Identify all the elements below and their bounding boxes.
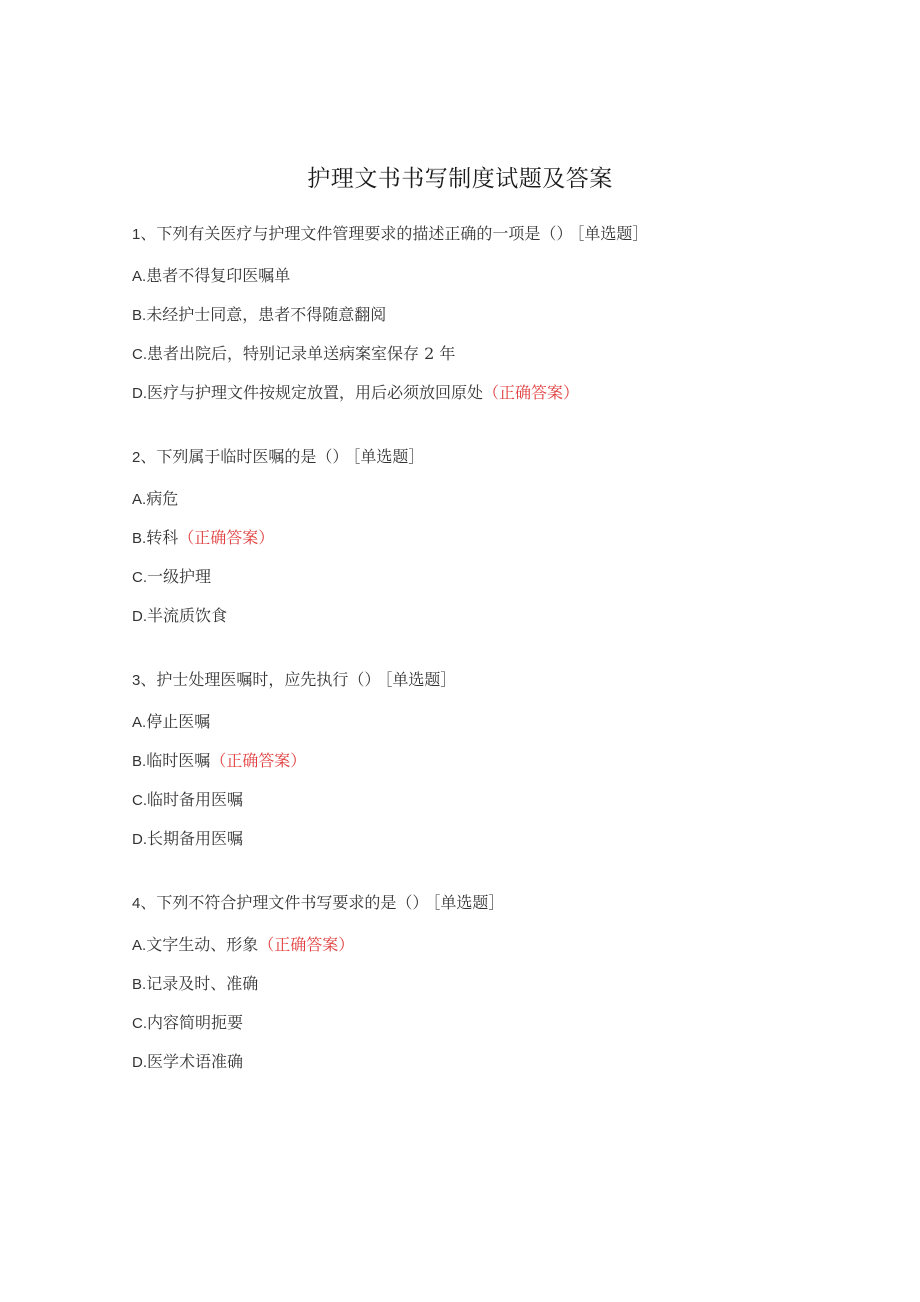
- option-text: 患者出院后，特别记录单送病案室保存 2 年: [147, 344, 456, 363]
- option-letter: D.: [132, 1054, 147, 1071]
- question-number: 4: [132, 895, 141, 912]
- option-letter: D.: [132, 608, 147, 625]
- option-text: 一级护理: [147, 567, 212, 586]
- option-a: [132, 488, 832, 510]
- option-d: [132, 382, 832, 404]
- option-a: [132, 934, 832, 956]
- question-text: 、下列不符合护理文件书写要求的是（）: [140, 893, 429, 912]
- question-stem: [132, 223, 832, 245]
- option-letter: B.: [132, 307, 147, 324]
- option-b: [132, 750, 832, 772]
- option-d: [132, 828, 832, 850]
- correct-answer-mark: （正确答案）: [210, 751, 307, 770]
- option-text: 半流质饮食: [147, 606, 228, 625]
- option-letter: D.: [132, 831, 147, 848]
- option-c: [132, 566, 832, 588]
- option-letter: B.: [132, 530, 147, 547]
- question-1: [132, 223, 832, 404]
- option-letter: A.: [132, 491, 147, 508]
- page-title: 护理文书书写制度试题及答案: [307, 166, 613, 192]
- option-a: [132, 711, 832, 733]
- option-letter: C.: [132, 1015, 147, 1032]
- question-type: ［单选题］: [432, 893, 505, 912]
- option-letter: A.: [132, 937, 147, 954]
- question-4: [132, 892, 832, 1073]
- question-stem: [132, 892, 832, 914]
- option-letter: B.: [132, 976, 147, 993]
- option-letter: C.: [132, 346, 147, 363]
- option-c: [132, 1012, 832, 1034]
- option-c: [132, 789, 832, 811]
- option-text: 转科: [146, 528, 179, 547]
- option-letter: C.: [132, 569, 147, 586]
- question-number: 1: [132, 226, 141, 243]
- correct-answer-mark: （正确答案）: [178, 528, 275, 547]
- question-text: 、下列属于临时医嘱的是（）: [140, 447, 349, 466]
- option-text: 内容简明扼要: [147, 1013, 244, 1032]
- question-2: [132, 446, 832, 627]
- option-text: 医学术语准确: [147, 1052, 244, 1071]
- option-c: [132, 343, 832, 365]
- question-number: 3: [132, 672, 141, 689]
- option-d: [132, 1051, 832, 1073]
- option-text: 长期备用医嘱: [147, 829, 244, 848]
- option-text: 文字生动、形象: [146, 935, 259, 954]
- option-d: [132, 605, 832, 627]
- option-text: 记录及时、准确: [146, 974, 259, 993]
- option-letter: A.: [132, 268, 147, 285]
- correct-answer-mark: （正确答案）: [258, 935, 355, 954]
- option-text: 临时备用医嘱: [147, 790, 244, 809]
- option-text: 病危: [146, 489, 179, 508]
- correct-answer-mark: （正确答案）: [483, 383, 580, 402]
- option-letter: C.: [132, 792, 147, 809]
- question-type: ［单选题］: [576, 224, 649, 243]
- option-letter: A.: [132, 714, 147, 731]
- question-stem: [132, 446, 832, 468]
- option-text: 未经护士同意，患者不得随意翻阅: [146, 305, 387, 324]
- option-letter: B.: [132, 753, 147, 770]
- question-type: ［单选题］: [352, 447, 425, 466]
- option-b: [132, 527, 832, 549]
- question-stem: [132, 669, 832, 691]
- option-b: [132, 304, 832, 326]
- question-text: 、下列有关医疗与护理文件管理要求的描述正确的一项是（）: [140, 224, 573, 243]
- option-b: [132, 973, 832, 995]
- option-text: 临时医嘱: [146, 751, 211, 770]
- option-a: [132, 265, 832, 287]
- option-text: 患者不得复印医嘱单: [146, 266, 291, 285]
- question-type: ［单选题］: [384, 670, 457, 689]
- option-text: 停止医嘱: [146, 712, 211, 731]
- question-3: [132, 669, 832, 850]
- question-number: 2: [132, 449, 141, 466]
- option-letter: D.: [132, 385, 147, 402]
- question-text: 、护士处理医嘱时，应先执行（）: [140, 670, 381, 689]
- option-text: 医疗与护理文件按规定放置，用后必须放回原处: [147, 383, 484, 402]
